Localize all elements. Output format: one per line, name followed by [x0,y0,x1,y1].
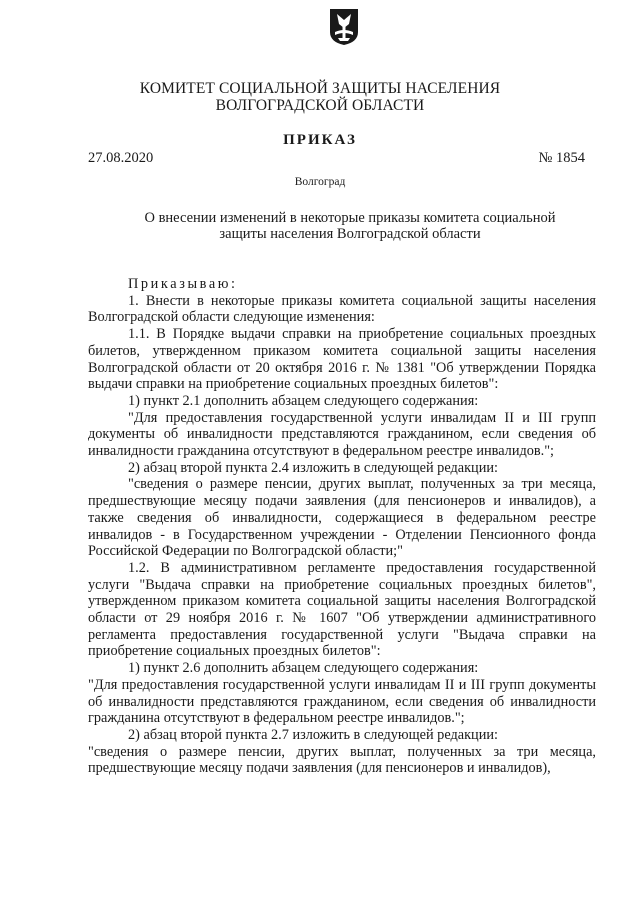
paragraph-1-1-item-1: 1) пункт 2.1 дополнить абзацем следующего содержания: [128,392,479,409]
order-body [88,276,596,777]
order-number: № 1854 [538,150,585,166]
paragraph-1-2-quote-1: "Для предоставления государственной услуги инвалидам II и III групп документы об инвалидности представляются гражданином, если сведения об инвалидности гражданина отсутствуют в федеральном реестре инвалидов."; [88,676,596,727]
paragraph-1-2-item-2: 2) абзац второй пункта 2.7 изложить в следующей редакции: [128,726,498,743]
paragraph-1: 1. Внести в некоторые приказы комитета социальной защиты населения Волгоградской области следующие изменения: [88,292,596,326]
coat-of-arms-icon [329,8,359,46]
order-title: ПРИКАЗ [283,132,357,148]
paragraph-1-1-quote-2: "сведения о размере пенсии, других выплат, полученных за три месяца, предшествующие месяцу подачи заявления (для пенсионеров и инвалидов), а также сведения об инвалидности, содержащиеся в федеральном реестре инвалидов - в Государственном учреждении - Отделении Пенсионного фонда Российской Федерации по Волгоградской области;" [88,476,596,560]
order-subject: О внесении изменений в некоторые приказы комитета социальной защиты населения Волгоградской области [144,210,556,242]
paragraph-1-2-quote-2: "сведения о размере пенсии, других выплат, полученных за три месяца, предшествующие месяцу подачи заявления (для пенсионеров и инвалидов), [88,743,596,777]
paragraph-1-2: 1.2. В административном регламенте предоставления государственной услуги "Выдача справки на приобретение социальных проездных билетов", утвержденном приказом комитета социальной защиты населения Волгоградской области от 29 ноября 2016 г. № 1607 "Об утверждении административного регламента предоставления государственной услуги "Выдача справки на приобретение социальных проездных билетов": [88,559,596,660]
order-preamble: Приказываю: [128,276,238,292]
order-date: 27.08.2020 [88,150,154,166]
paragraph-1-1-quote-1: "Для предоставления государственной услуги инвалидам II и III групп документы об инвалидности представляются гражданином, если сведения об инвалидности гражданина отсутствуют в федеральном реестре инвалидов."; [88,409,596,460]
paragraph-1-1-item-2: 2) абзац второй пункта 2.4 изложить в следующей редакции: [128,459,498,476]
org-title-line2: ВОЛГОГРАДСКОЙ ОБЛАСТИ [215,97,425,114]
paragraph-1-2-item-1: 1) пункт 2.6 дополнить абзацем следующего содержания: [128,660,479,677]
city-name: Волгоград [294,176,346,188]
paragraph-1-1: 1.1. В Порядке выдачи справки на приобретение социальных проездных билетов, утвержденном приказом комитета социальной защиты населения Волгоградской области от 20 октября 2016 г. № 1381 "Об утверждении Порядка выдачи справки на приобретение социальных проездных билетов": [88,326,596,393]
org-title-line1: КОМИТЕТ СОЦИАЛЬНОЙ ЗАЩИТЫ НАСЕЛЕНИЯ [139,80,501,97]
